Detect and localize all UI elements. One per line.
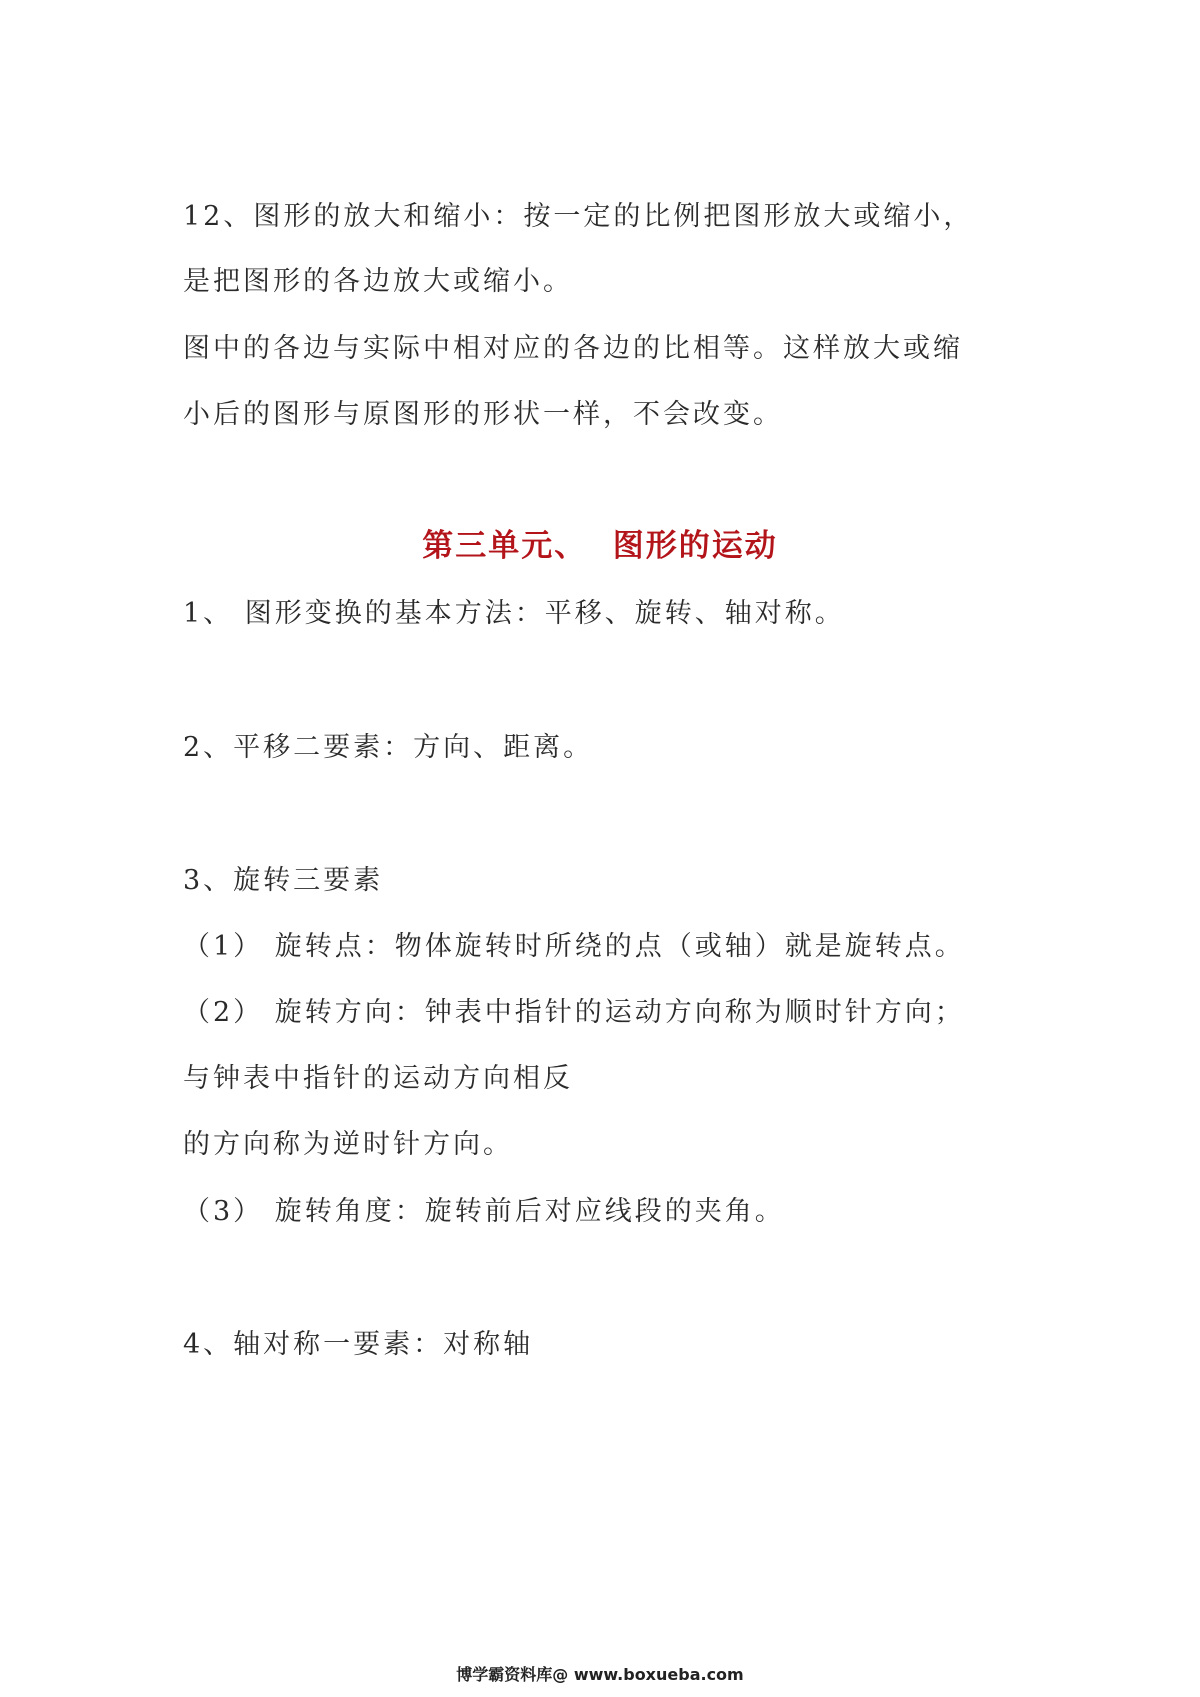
unit3-item2: 2、平移二要素：方向、距离。 [183, 732, 594, 763]
section12-line3: 图中的各边与实际中相对应的各边的比相等。这样放大或缩 [183, 333, 963, 364]
unit3-sub2-line3: 的方向称为逆时针方向。 [183, 1129, 513, 1160]
unit3-item4: 4、轴对称一要素：对称轴 [183, 1329, 534, 1360]
unit3-heading: 第三单元、 图形的运动 [422, 528, 778, 564]
section12-line4: 小后的图形与原图形的形状一样，不会改变。 [183, 399, 783, 430]
section12-line1: 12、图形的放大和缩小：按一定的比例把图形放大或缩小， [183, 201, 974, 232]
section12-line2: 是把图形的各边放大或缩小。 [183, 266, 573, 297]
unit3-sub1: （1） 旋转点：物体旋转时所绕的点（或轴）就是旋转点。 [183, 931, 965, 962]
unit3-sub2-line1: （2） 旋转方向：钟表中指针的运动方向称为顺时针方向； [183, 997, 965, 1028]
unit3-sub2-line2: 与钟表中指针的运动方向相反 [183, 1063, 573, 1094]
unit3-item1: 1、 图形变换的基本方法：平移、旋转、轴对称。 [183, 598, 845, 629]
footer-watermark: 博学霸资料库@ www.boxueba.com [456, 1665, 744, 1684]
unit3-sub3: （3） 旋转角度：旋转前后对应线段的夹角。 [183, 1196, 785, 1227]
unit3-item3: 3、旋转三要素 [183, 865, 384, 896]
